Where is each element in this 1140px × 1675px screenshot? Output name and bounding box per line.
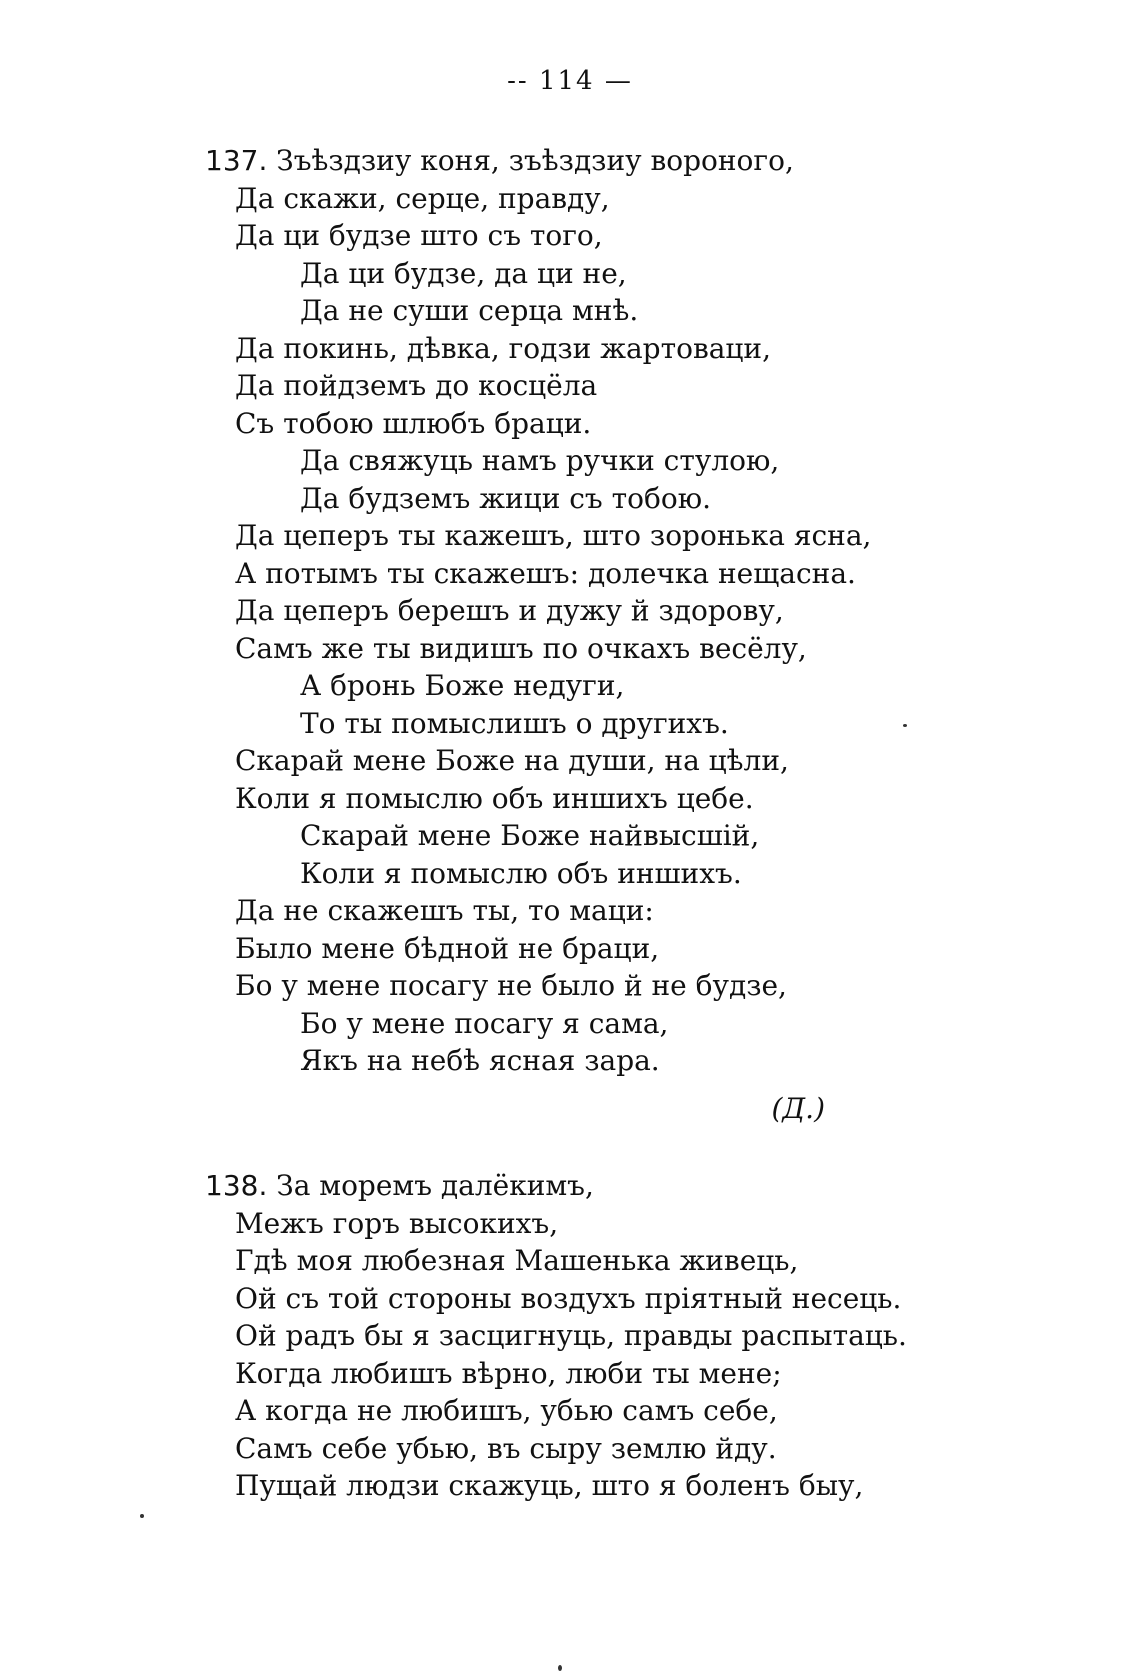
print-speck <box>903 724 907 727</box>
verse-line: Да пойдземъ до косцёла <box>235 369 598 402</box>
song-138 <box>205 1167 925 1505</box>
verse-line: Межъ горъ высокихъ, <box>235 1206 559 1240</box>
verse-line: Коли я помыслю объ иншихъ цебе. <box>235 781 754 815</box>
verse-line: Скарай мене Боже найвысшій, <box>300 819 760 852</box>
verse-line: Якъ на небѣ ясная зара. <box>300 1044 660 1077</box>
verse-line: Скарай мене Боже на души, на цѣли, <box>235 744 789 777</box>
verse-line: Гдѣ моя любезная Машенька живець, <box>235 1244 799 1277</box>
verse-line: Было мене бѣдной не браци, <box>235 931 660 965</box>
verse-line: Съ тобою шлюбъ браци. <box>235 406 592 440</box>
verse-line <box>205 142 925 180</box>
verse-line: Когда любишъ вѣрно, люби ты мене; <box>235 1356 782 1390</box>
verse-line: Ой съ той стороны воздухъ пріятный несець. <box>235 1281 902 1315</box>
verse-line <box>205 1167 925 1205</box>
verse-line: Коли я помыслю объ иншихъ. <box>300 856 742 890</box>
verse-line: Да цеперъ берешъ и дужу й здорову, <box>235 594 784 627</box>
song-137 <box>205 142 925 1125</box>
song-number: 137. <box>205 144 268 177</box>
verse-text: Зъѣздзиу коня, зъѣздзиу вороного, <box>276 144 794 177</box>
song-number: 138. <box>205 1169 268 1202</box>
print-speck <box>558 1665 562 1671</box>
verse-line: Да цеперъ ты кажешъ, што зоронька ясна, <box>235 519 872 552</box>
verse-line: Да ци будзе што съ того, <box>235 219 603 252</box>
verse-line: Да не скажешъ ты, то маци: <box>235 894 654 927</box>
source-attribution: (Д.) <box>771 1091 825 1125</box>
verse-line: Самъ себе убью, въ сыру землю йду. <box>235 1431 777 1465</box>
verse-line: А потымъ ты скажешъ: долечка нещасна. <box>235 556 856 590</box>
verse-line: Да ци будзе, да ци не, <box>300 256 627 290</box>
verse-line: Да не суши серца мнѣ. <box>300 294 639 327</box>
verse-line: То ты помыслишъ о другихъ. <box>300 706 729 740</box>
page-number: -- 114 — <box>507 66 633 96</box>
verse-line: Да покинь, дѣвка, годзи жартоваци, <box>235 331 771 365</box>
verse-line: Ой радъ бы я засцигнуць, правды распытаць. <box>235 1319 907 1352</box>
verse-line: Самъ же ты видишъ по очкахъ весёлу, <box>235 631 807 665</box>
verse-line: Пущай людзи скажуць, што я боленъ быу, <box>235 1469 864 1502</box>
verse-line: А бронь Боже недуги, <box>300 669 625 702</box>
verse-line: А когда не любишъ, убью самъ себе, <box>235 1394 778 1427</box>
verse-text: За моремъ далёкимъ, <box>276 1169 594 1202</box>
verse-line: Да свяжуць намъ ручки стулою, <box>300 444 780 477</box>
verse-line: Да скажи, серце, правду, <box>235 181 610 215</box>
verse-line: Бо у мене посагу я сама, <box>300 1006 669 1040</box>
verse-line: Бо у мене посагу не было й не будзе, <box>235 969 787 1002</box>
print-speck <box>140 1514 144 1518</box>
verse-line: Да будземъ жици съ тобою. <box>300 481 711 515</box>
